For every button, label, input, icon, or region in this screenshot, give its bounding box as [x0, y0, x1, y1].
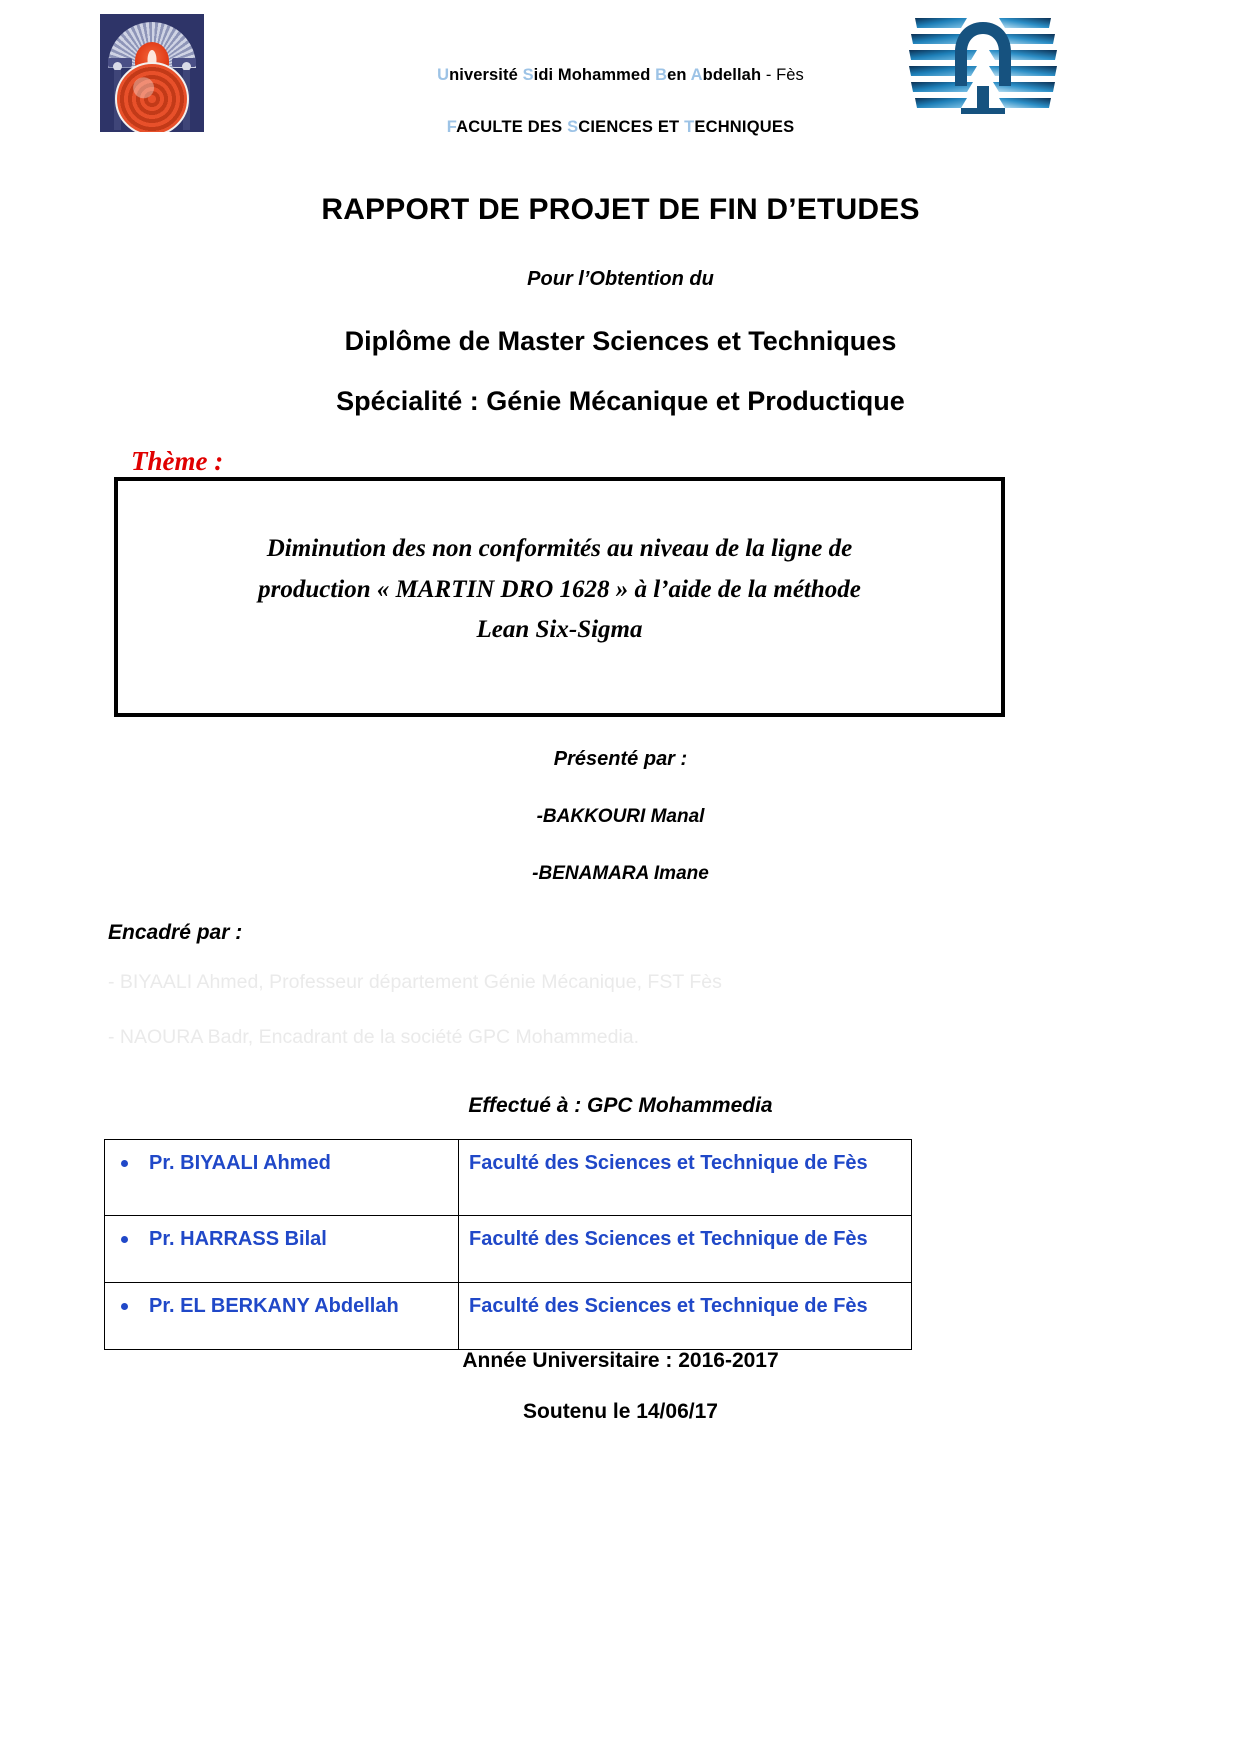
jury-member-name-cell — [105, 1216, 459, 1283]
diploma-title: Diplôme de Master Sciences et Techniques — [344, 326, 897, 356]
jury-member-name-cell — [105, 1140, 459, 1216]
supervisor-1: - BIYAALI Ahmed, Professeur département Génie Mécanique, FST Fès — [108, 971, 722, 993]
bullet-icon — [121, 1303, 128, 1310]
theme-label: Thème : — [131, 446, 224, 476]
fst-faculty-emblem-icon — [903, 12, 1063, 118]
supervised-by-label: Encadré par : — [108, 921, 243, 944]
theme-line-1: Diminution des non conformités au niveau de la ligne de — [266, 535, 853, 562]
table-row — [105, 1283, 912, 1350]
student-name-1: -BAKKOURI Manal — [536, 806, 705, 827]
bullet-icon — [121, 1160, 128, 1167]
faculty-name: FACULTE DES SCIENCES ET TECHNIQUES — [446, 118, 795, 136]
jury-member-institution: Faculté des Sciences et Technique de Fès — [459, 1140, 912, 1216]
page-header — [0, 0, 1241, 160]
supervisor-2: - NAOURA Badr, Encadrant de la société GPC Mohammedia. — [108, 1026, 640, 1048]
jury-member-name: Pr. HARRASS Bilal — [149, 1228, 327, 1250]
university-name: Université Sidi Mohammed Ben Abdellah - Fès — [437, 66, 804, 84]
theme-box — [114, 477, 1005, 717]
table-row — [105, 1216, 912, 1283]
specialty-title: Spécialité : Génie Mécanique et Productique — [336, 386, 905, 416]
presented-by-label: Présenté par : — [553, 748, 688, 770]
academic-year: Année Universitaire : 2016-2017 — [462, 1349, 779, 1372]
report-title: RAPPORT DE PROJET DE FIN D’ETUDES — [321, 193, 920, 226]
theme-line-2: production « MARTIN DRO 1628 » à l’aide de la méthode — [258, 575, 861, 603]
defense-date: Soutenu le 14/06/17 — [523, 1400, 718, 1423]
table-row — [105, 1140, 912, 1216]
theme-line-3: Lean Six-Sigma — [476, 616, 643, 643]
bullet-icon — [121, 1236, 128, 1243]
theme-text — [154, 529, 965, 651]
jury-table — [104, 1139, 912, 1350]
student-name-2: -BENAMARA Imane — [532, 863, 709, 884]
jury-member-name: Pr. EL BERKANY Abdellah — [149, 1295, 399, 1317]
for-obtention-label: Pour l’Obtention du — [527, 268, 714, 290]
jury-member-institution: Faculté des Sciences et Technique de Fès — [459, 1283, 912, 1350]
jury-member-name-cell — [105, 1283, 459, 1350]
jury-member-name: Pr. BIYAALI Ahmed — [149, 1152, 331, 1174]
jury-member-institution: Faculté des Sciences et Technique de Fès — [459, 1216, 912, 1283]
internship-location: Effectué à : GPC Mohammedia — [468, 1094, 773, 1117]
